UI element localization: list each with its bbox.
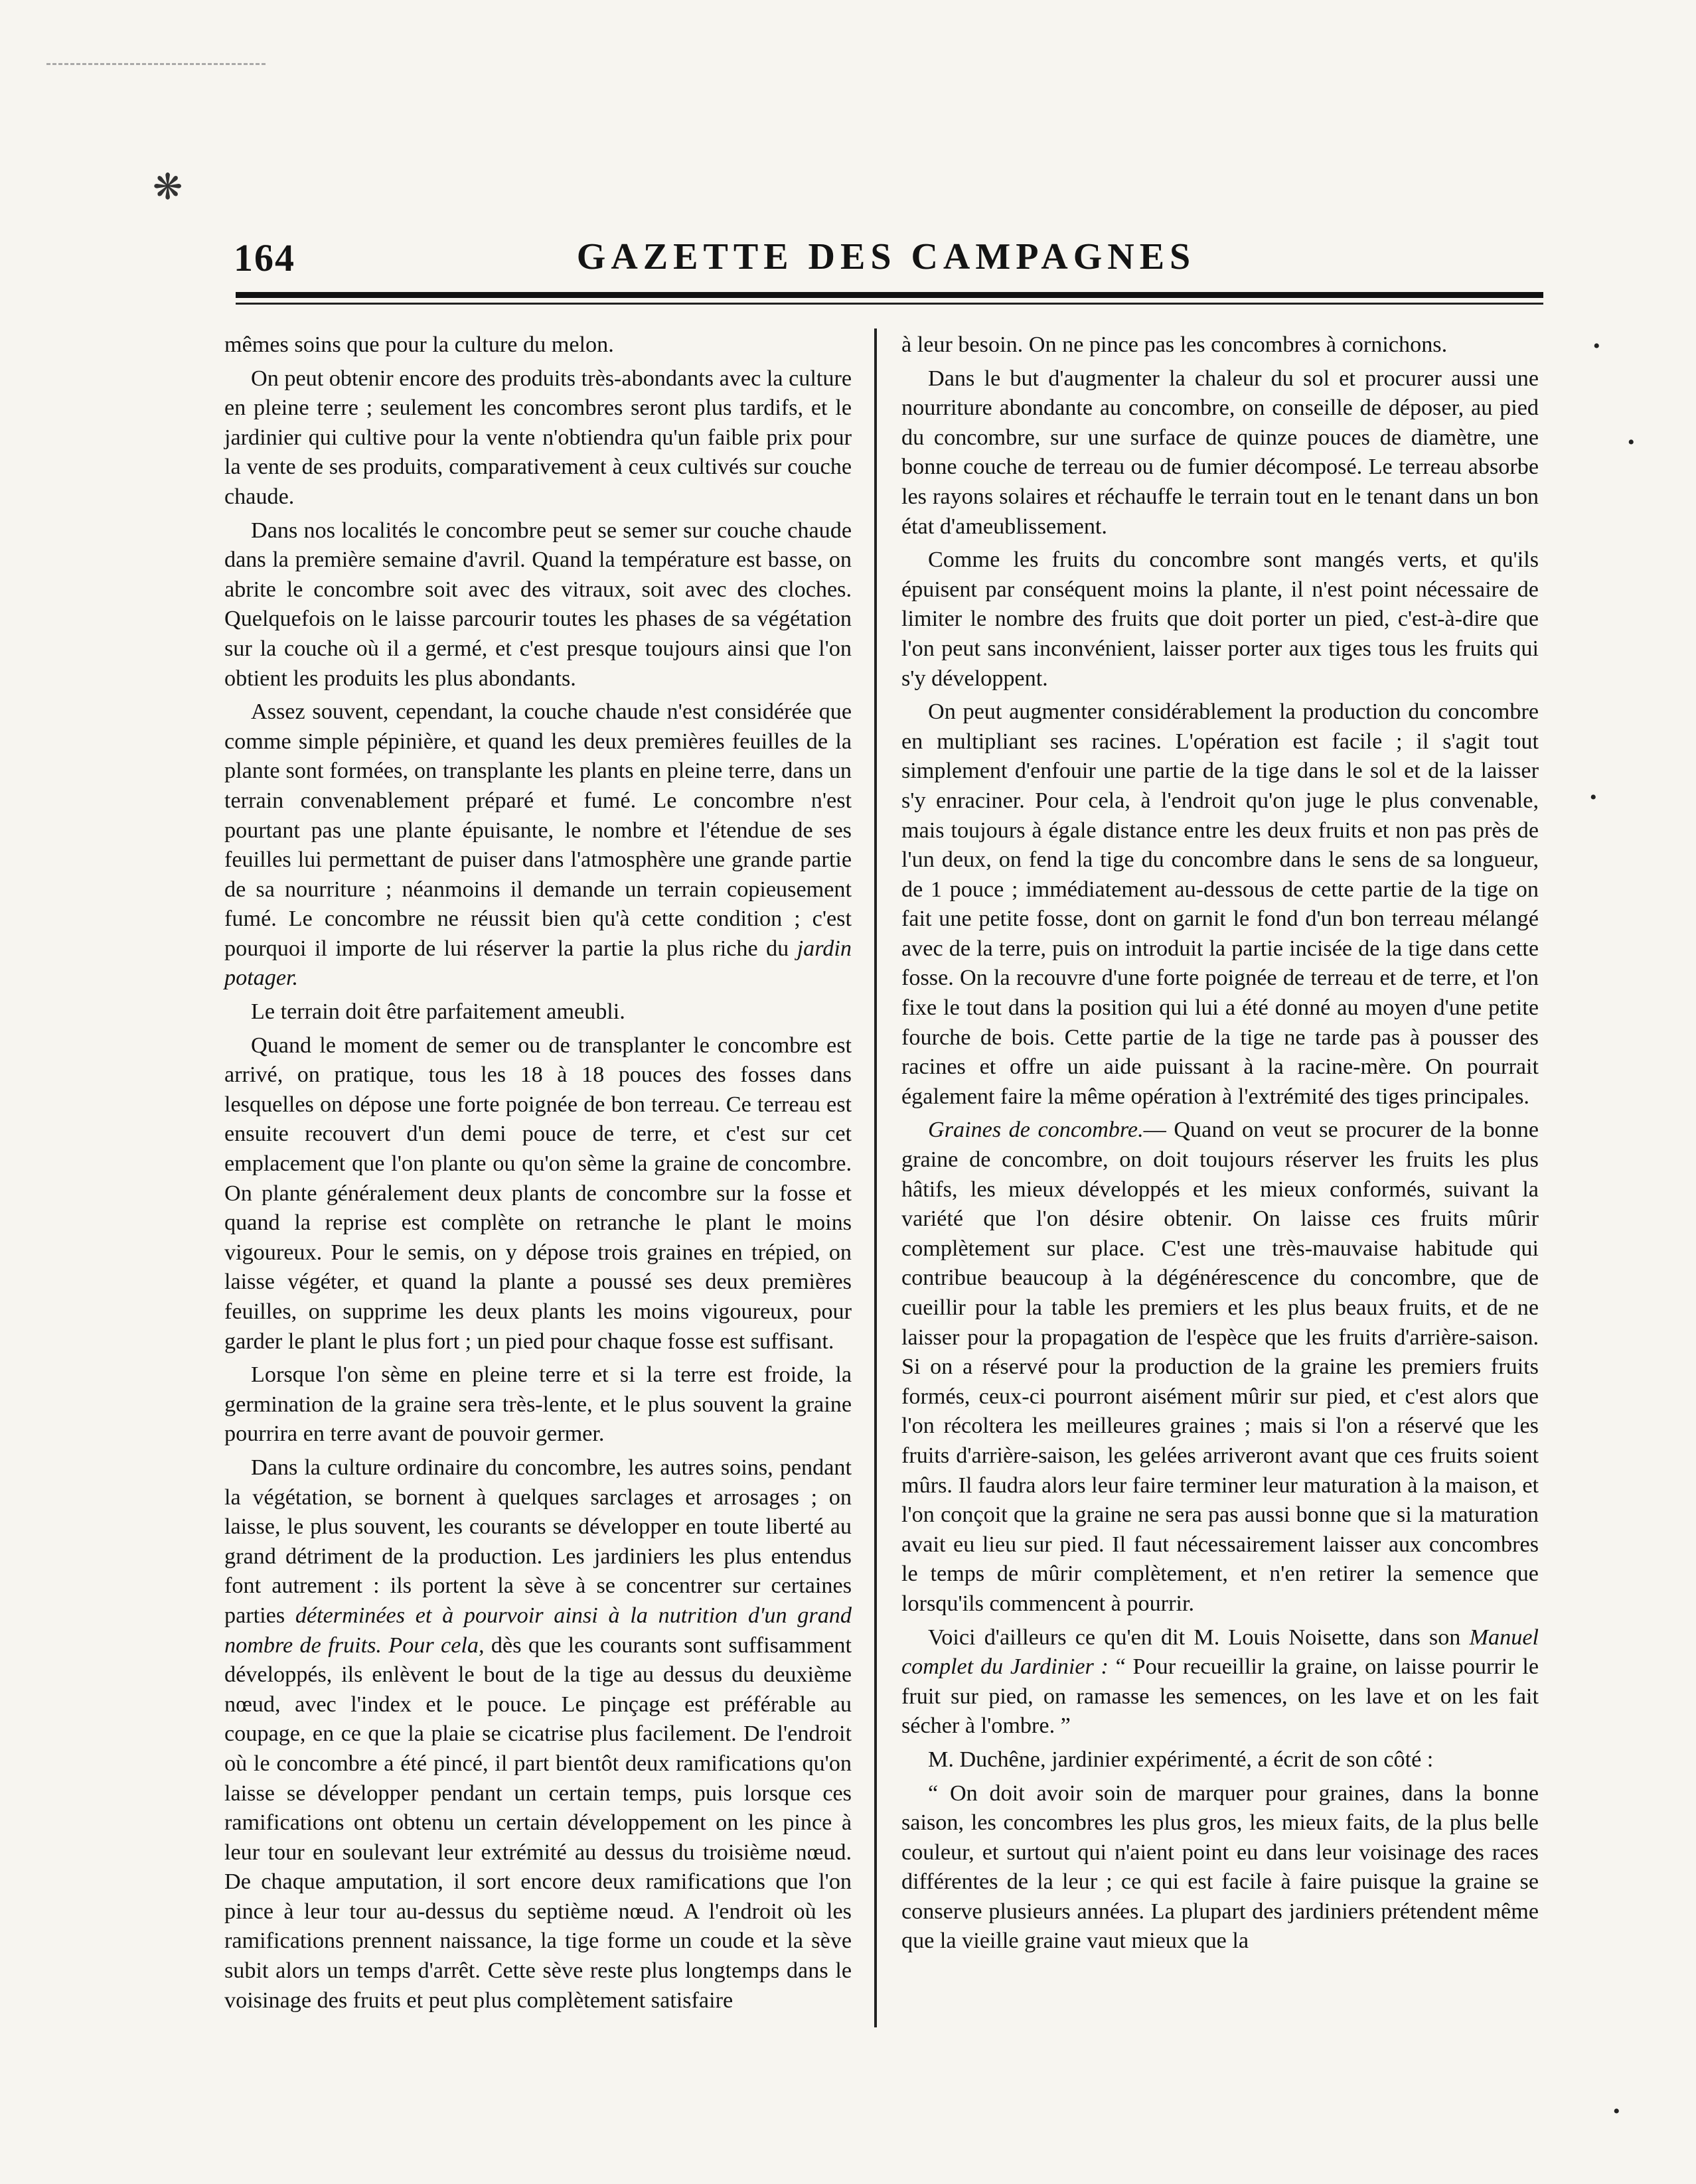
header-rule-thick — [236, 292, 1543, 298]
paragraph: Lorsque l'on sème en pleine terre et si la terre est froide, la germination de la graine sera très-lente, et le plus souvent la graine pourrira en terre avant de pouvoir germer. — [224, 1362, 852, 1447]
paragraph: à leur besoin. On ne pince pas les concombres à cornichons. — [901, 332, 1448, 357]
italic-text: Manuel complet du Jardinier : — [901, 1625, 1539, 1680]
scan-artifact-line — [46, 63, 266, 65]
paragraph-text: Assez souvent, cependant, la couche chaude n'est considérée que comme simple pépinière, et quand les deux premières feuilles de la plante sont formées, on transplante les plants en pleine terre, dans un terrain convenablement préparé et fumé. Le concombre n'est pourtant pas une plante épuisante, le nombre et l'étendue de ses feuilles lui permettant de puiser dans l'atmosphère une grande partie de sa nourriture ; néanmoins il demande un terrain copieusement fumé. Le concombre ne réussit bien qu'à cette condition ; c'est pourquoi il importe de lui réserver la partie la plus riche du — [224, 699, 852, 961]
paragraph — [901, 1116, 1539, 1619]
page-header — [226, 229, 1547, 289]
paragraph: On peut obtenir encore des produits très-abondants avec la culture en pleine terre ; seulement les concombres seront plus tardifs, et le jardinier qui cultive pour la vente n'obtiendra qu'un faible prix pour la vente de ses produits, comparativement à ceux cultivés sur couche chaude. — [224, 366, 852, 509]
paragraph: Dans nos localités le concombre peut se semer sur couche chaude dans la première semaine d'avril. Quand la température est basse, on abrite le concombre soit avec des vitraux, soit avec des cloches. Quelquefois on le laisse parcourir toutes les phases de sa végétation sur la couche où il a germé, et c'est presque toujours ainsi que l'on obtient les produits les plus abondants. — [224, 518, 852, 691]
right-column — [901, 330, 1539, 1956]
paragraph — [901, 1623, 1539, 1741]
journal-title: GAZETTE DES CAMPAGNES — [576, 236, 1196, 277]
paragraph: Le terrain doit être parfaitement ameubli. — [251, 999, 625, 1025]
paragraph: “ On doit avoir soin de marquer pour graines, dans la bonne saison, les concombres les plus gros, les mieux faits, de la plus belle couleur, et surtout qui n'aient point eu dans leur voisinage des races différentes de la leur ; ce qui est facile à faire puisque la graine se conserve plusieurs années. La plupart des jardiniers prétendent même que la vieille graine vaut mieux que la — [901, 1781, 1539, 1954]
paragraph: Comme les fruits du concombre sont mangés verts, et qu'ils épuisent par conséquent moins la plante, il n'est point nécessaire de limiter le nombre des fruits que doit porter un pied, c'est-à-dire que l'on peut sans inconvénient, laisser porter aux tiges tous les fruits qui s'y développent. — [901, 547, 1539, 691]
italic-text: déterminées et à pourvoir ainsi à la nutrition d'un grand nombre de fruits. Pour cela, — [224, 1603, 852, 1658]
paragraph: Quand le moment de semer ou de transplanter le concombre est arrivé, on pratique, tous les 18 à 18 pouces des fosses dans lesquelles on dépose une forte poignée de bon terreau. Ce terreau est ensuite recouvert d'un demi pouce de terre, et c'est sur cet emplacement que l'on plante ou qu'on sème la graine de concombre. On plante généralement deux plants de concombre sur la fosse et quand la reprise est complète on retranche le plant le moins vigoureux. Pour le semis, on y dépose trois graines en trépied, on laisse végéter, et quand la plante a poussé ses deux premières feuilles, on supprime les deux plants les moins vigoureux, pour garder le plant le plus fort ; un pied pour chaque fosse est suffisant. — [224, 1033, 852, 1354]
paragraph: mêmes soins que pour la culture du melon. — [224, 332, 614, 357]
paragraph-text: “ Pour recueillir la graine, on laisse pourrir le fruit sur pied, on ramasse les semences, on les lave et on les fait sécher à l'ombre. ” — [901, 1654, 1539, 1739]
ornament-icon: ❋ — [153, 167, 183, 207]
margin-mark: • — [1593, 335, 1600, 357]
paragraph: Dans le but d'augmenter la chaleur du sol et procurer aussi une nourriture abondante au concombre, on conseille de déposer, au pied du concombre, sur une surface de quinze pouces de diamètre, une bonne couche de terreau ou de fumier décomposé. Le terreau absorbe les rayons solaires et réchauffe le terrain tout en le tenant dans un bon état d'ameublissement. — [901, 366, 1539, 539]
margin-mark: • — [1590, 786, 1597, 808]
paragraph — [224, 697, 852, 993]
paragraph-text: dès que les courants sont suffisamment développés, ils enlèvent le bout de la tige au dessus du deuxième nœud, avec l'index et le pouce. Le pinçage est préférable au coupage, en ce que la plaie se cicatrise plus facilement. De l'endroit où le concombre a été pincé, il part bientôt deux ramifications qu'on laisse se développer pendant un certain temps, puis lorsque ces ramifications ont obtenu un certain développement on les pince à leur tour en soulevant leur extrémité au dessus du troisième nœud. De chaque amputation, il sort encore deux ramifications que l'on pince à leur tour au-dessus du septième nœud. A l'endroit où les ramifications prennent naissance, la tige forme un coude et la sève subit alors un temps d'arrêt. Cette sève reste plus longtemps dans le voisinage des fruits et peut plus complètement satisfaire — [224, 1633, 852, 2013]
paragraph-text: Voici d'ailleurs ce qu'en dit M. Louis Noisette, dans son — [928, 1625, 1470, 1650]
paragraph-text: — Quand on veut se procurer de la bonne graine de concombre, on doit toujours réserver les fruits les plus hâtifs, les mieux développés et les mieux conformés, suivant la variété que l'on désire obtenir. On laisse ces fruits mûrir complètement sur place. C'est une très-mauvaise habitude qui contribue beaucoup à la dégénérescence du concombre, que de cueillir pour la table les premiers et les plus beaux fruits, et de ne laisser pour la propagation de l'espèce que les fruits d'arrière-saison. Si on a réservé pour la production de la graine les premiers fruits formés, ceux-ci pourront aisément mûrir sur pied, et c'est alors que l'on récoltera les meilleures graines ; mais si l'on a réservé que les fruits d'arrière-saison, les gelées arriveront avant que ces fruits soient mûrs. Il faudra alors leur faire terminer leur maturation à la maison, et l'on conçoit que la graine ne sera pas aussi bonne que si la maturation avait eu lieu sur pied. Il faut nécessairement laisser aux concombres le temps de mûrir complètement, et n'en retirer la semence que lorsqu'ils commencent à pourrir. — [901, 1118, 1539, 1616]
column-divider — [874, 328, 877, 2027]
paragraph: M. Duchêne, jardinier expérimenté, a écrit de son côté : — [928, 1747, 1434, 1772]
paragraph: On peut augmenter considérablement la production du concombre en multipliant ses racines. L'opération est facile ; il s'agit tout simplement d'enfouir une partie de la tige dans le sol et de la laisser s'y enraciner. Pour cela, à l'endroit qu'on juge le plus convenable, mais toujours à égale distance entre les deux fruits et non pas près de l'un deux, on fend la tige du concombre dans le sens de sa longueur, de 1 pouce ; immédiatement au-dessous de cette partie de la tige on fait une petite fosse, dont on garnit le fond d'un bon terreau mélangé avec de la terre, puis on introduit la partie incisée de la tige dans cette fosse. On la recouvre d'une forte poignée de terreau et de terre, et l'on fixe le tout dans la position qui lui a été donné au moyen d'une petite fourche de bois. Cette partie de la tige ne tarde pas à pousser des racines et offre un aide puissant à la racine-mère. On pourrait également faire la même opération à l'extrémité des tiges principales. — [901, 699, 1539, 1109]
paragraph-text: Dans la culture ordinaire du concombre, les autres soins, pendant la végétation, se bornent à quelques sarclages et arrosages ; on laisse, le plus souvent, les courants se développer en toute liberté au grand détriment de la production. Les jardiniers les plus entendus font autrement : ils portent la sève à se concentrer sur certaines parties — [224, 1455, 852, 1628]
section-title: Graines de concombre. — [928, 1118, 1144, 1143]
margin-mark: • — [1628, 431, 1635, 453]
header-rule-thin — [236, 303, 1543, 305]
italic-text: jardin potager. — [224, 936, 852, 991]
page-number: 164 — [234, 236, 295, 279]
left-column — [224, 330, 852, 2015]
paragraph — [224, 1453, 852, 2015]
margin-mark: • — [1613, 2100, 1620, 2122]
